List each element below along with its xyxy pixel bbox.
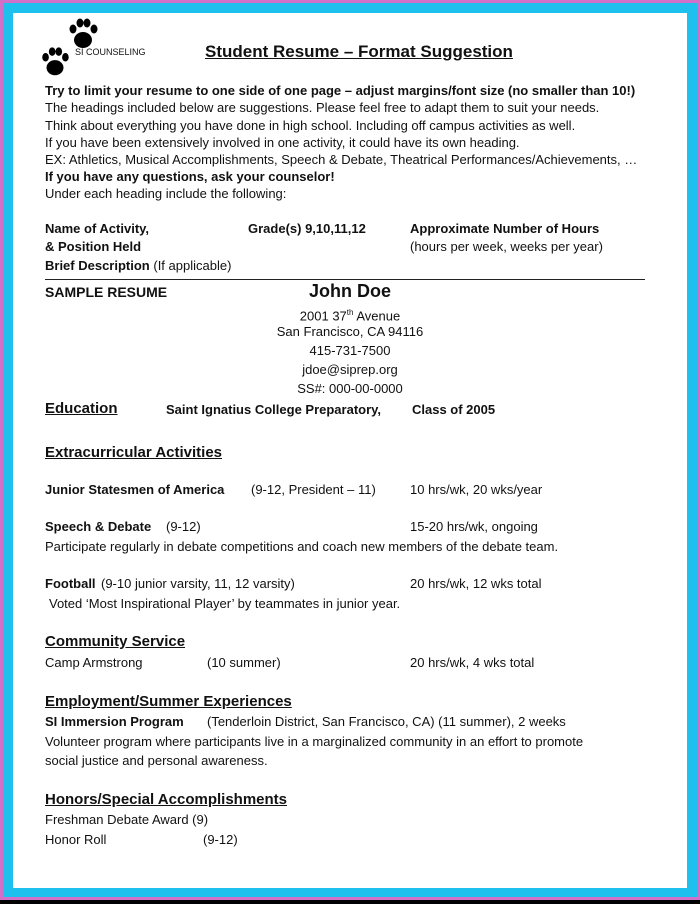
- logo-text: SI COUNSELING: [75, 47, 146, 57]
- activity-hours: 20 hrs/wk, 12 wks total: [410, 576, 542, 591]
- resume-email: jdoe@siprep.org: [302, 362, 398, 377]
- activity-description: Voted ‘Most Inspirational Player’ by teammates in junior year.: [49, 596, 401, 611]
- honor-item: Honor Roll: [45, 832, 107, 847]
- activity-name: Junior Statesmen of America: [45, 482, 225, 497]
- education-class: Class of 2005: [412, 402, 496, 417]
- resume-city: San Francisco, CA 94116: [276, 324, 424, 339]
- page-title: Student Resume – Format Suggestion: [205, 42, 513, 61]
- activity-hours: 15-20 hrs/wk, ongoing: [410, 519, 538, 534]
- instruction-line: EX: Athletics, Musical Accomplishments, Speech & Debate, Theatrical Performances/Achievements, …: [45, 152, 638, 167]
- extracurricular-heading: Extracurricular Activities: [45, 444, 223, 461]
- employment-name: SI Immersion Program: [45, 714, 184, 729]
- guide-description: [45, 257, 231, 275]
- employment-heading: Employment/Summer Experiences: [45, 693, 292, 710]
- resume-name: John Doe: [308, 281, 391, 301]
- activity-hours: 10 hrs/wk, 20 wks/year: [410, 482, 543, 497]
- instruction-line: Think about everything you have done in high school. Including off campus activities as well.: [45, 118, 576, 133]
- instruction-line: Under each heading include the following:: [45, 186, 287, 201]
- guide-name: Name of Activity,: [45, 221, 150, 236]
- guide-grades: Grade(s) 9,10,11,12: [248, 221, 366, 236]
- instruction-line: Try to limit your resume to one side of one page – adjust margins/font size (no smaller than 10!): [45, 83, 636, 98]
- address-suffix: th: [346, 308, 354, 317]
- activity-grades: (9-12): [166, 519, 201, 534]
- guide-desc-bold: Brief Description: [45, 258, 150, 273]
- employment-description: social justice and personal awareness.: [45, 753, 268, 768]
- activity-description: Participate regularly in debate competitions and coach new members of the debate team.: [45, 539, 559, 554]
- guide-position: & Position Held: [45, 239, 142, 254]
- address-street: Avenue: [353, 308, 401, 324]
- activity-grades: (9-10 junior varsity, 11, 12 varsity): [101, 576, 295, 591]
- address-number: 2001 37: [299, 308, 347, 324]
- community-hours: 20 hrs/wk, 4 wks total: [410, 655, 535, 670]
- community-grades: (10 summer): [207, 655, 281, 670]
- education-school: Saint Ignatius College Preparatory,: [166, 402, 382, 417]
- document-page: [13, 13, 687, 888]
- instruction-line: If you have any questions, ask your counselor!: [45, 169, 335, 184]
- activity-name: Football: [45, 576, 96, 591]
- guide-hours-detail: (hours per week, weeks per year): [410, 239, 603, 254]
- honors-heading: Honors/Special Accomplishments: [45, 791, 288, 808]
- instruction-line: If you have been extensively involved in one activity, it could have its own heading.: [45, 135, 520, 150]
- employment-detail: (Tenderloin District, San Francisco, CA) (11 summer), 2 weeks: [207, 714, 566, 729]
- education-heading: Education: [45, 400, 118, 417]
- guide-desc-rest: (If applicable): [149, 258, 232, 273]
- community-heading: Community Service: [45, 633, 186, 650]
- activity-grades: (9-12, President – 11): [251, 482, 376, 497]
- employment-description: Volunteer program where participants live in a marginalized community in an effort to promote: [45, 734, 584, 749]
- honor-grades: (9-12): [203, 832, 238, 847]
- activity-name: Speech & Debate: [45, 519, 152, 534]
- resume-phone: 415-731-7500: [309, 343, 391, 358]
- paw-print-icon: [38, 45, 72, 79]
- instruction-line: The headings included below are suggestions. Please feel free to adapt them to suit your needs.: [45, 100, 600, 115]
- guide-hours: Approximate Number of Hours: [410, 221, 600, 236]
- resume-ssn: SS#: 000-00-0000: [297, 381, 403, 396]
- sample-resume-label: SAMPLE RESUME: [45, 284, 168, 300]
- community-name: Camp Armstrong: [45, 655, 143, 670]
- honor-item: Freshman Debate Award (9): [45, 812, 209, 827]
